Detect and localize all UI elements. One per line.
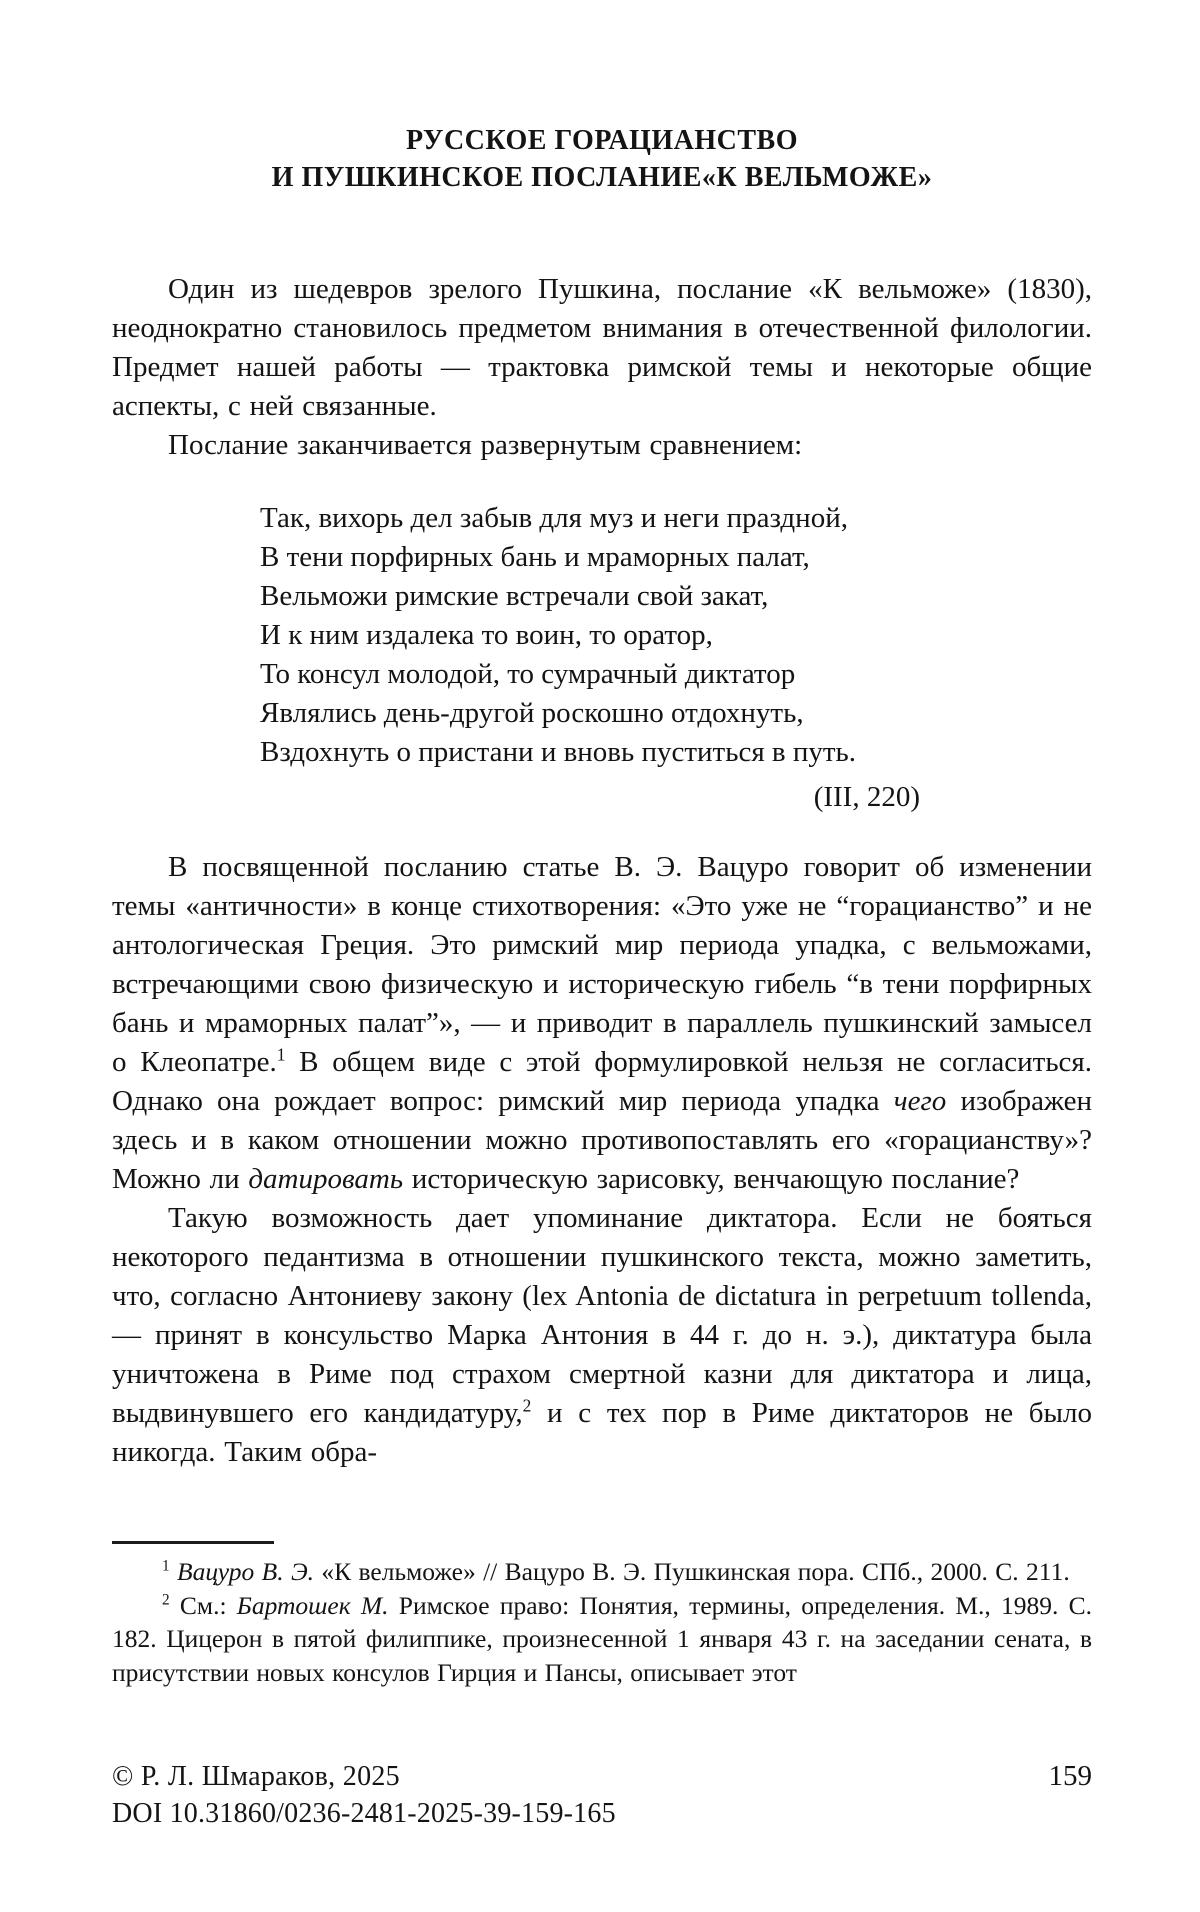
- page-number: 159: [1048, 1760, 1092, 1792]
- paragraph-intro: Один из шедевров зрелого Пушкина, послание «К вельможе» (1830), неоднократно становилось предметом внимания в отечественной филологии. Предмет нашей работы — трактовка римской темы и некоторые общие аспекты, с ней связанные.: [112, 273, 1092, 422]
- paragraph-text: В посвященной посланию статье В. Э. Вацуро говорит об изменении темы «античности» в конце стихотворения: «Это уже не “горацианство” и не антологическая Греция. Это римский мир периода упадка, с вельможами, встречающими свою физическую и историческую гибель “в тени порфирных бань и мраморных палат”», — и приводит в параллель пушкинский замысел о Клеопатре.: [112, 851, 1092, 1078]
- verse-line: Являлись день-другой роскошно отдохнуть,: [260, 697, 804, 729]
- verse-line: Вельможи римские встречали свой закат,: [260, 580, 769, 612]
- verse-line: И к ним издалека то воин, то оратор,: [260, 619, 713, 651]
- emphasized-word: датировать: [248, 1163, 404, 1195]
- footnote-author: Бартошек М.: [236, 1590, 389, 1620]
- paragraph-text: В общем виде с этой формулировкой нельзя не согласиться. Однако она рождает вопрос: римский мир периода упадка: [112, 1046, 1093, 1117]
- verse-line: Так, вихорь дел забыв для муз и неги праздной,: [260, 502, 848, 534]
- footnote-marker-2: 2: [162, 1591, 170, 1608]
- footnote-ref-1: 1: [276, 1044, 286, 1065]
- verse-line: То консул молодой, то сумрачный диктатор: [260, 658, 796, 690]
- footnote-author: Вацуро В. Э.: [177, 1557, 315, 1586]
- footnote-text: См.:: [179, 1590, 237, 1620]
- copyright-line: © Р. Л. Шмараков, 2025: [112, 1761, 400, 1792]
- text-column: [112, 0, 1092, 1472]
- footnote-2: [112, 1589, 1092, 1690]
- paragraph-text: изображен здесь и в каком отношении можно противопоставлять его «горацианству»? Можно ли: [112, 1085, 1092, 1195]
- footnote-1: [112, 1555, 1092, 1589]
- footer-row: [112, 1758, 1092, 1795]
- paragraph-dictator: [112, 1199, 1092, 1472]
- footnote-ref-2: 2: [522, 1395, 532, 1416]
- footnote-divider: [112, 1541, 274, 1544]
- footnotes-section: [112, 1541, 1092, 1689]
- page-footer: [112, 1758, 1092, 1832]
- paragraph-text: Такую возможность дает упоминание диктатора. Если не бояться некоторого педантизма в отношении пушкинского текста, можно заметить, что, согласно Антониеву закону (lex Antonia de dictatura in perpetuum tollenda, — принят в консульство Марка Антония в 44 г. до н. э.), диктатура была уничтожена в Риме под страхом смертной казни для диктатора и лица, выдвинувшего его кандидатуру,: [112, 1202, 1092, 1429]
- footnote-text: «К вельможе» // Вацуро В. Э. Пушкинская пора. СПб., 2000. С. 211.: [314, 1557, 1070, 1586]
- verse-block: [260, 499, 920, 817]
- verse-line: Вздохнуть о пристани и вновь пуститься в путь.: [260, 736, 857, 768]
- verse-line: В тени порфирных бань и мраморных палат,: [260, 541, 810, 573]
- article-title: [112, 122, 1092, 196]
- paragraph-vatsuro: [112, 848, 1092, 1199]
- paragraph-text: историческую зарисовку, венчающую послание?: [403, 1163, 1020, 1195]
- footnote-text: Римское право: Понятия, термины, определения. М., 1989. С. 182. Цицерон в пятой филиппике, произнесенной 1 января 43 г. на заседании сената, в присутствии новых консулов Гирция и Пансы, описывает этот: [112, 1590, 1093, 1687]
- paragraph-lead-in: Послание заканчивается развернутым сравнением:: [168, 429, 803, 461]
- paragraph-text: и с тех пор в Риме диктаторов не было никогда. Таким обра-: [112, 1397, 1092, 1468]
- title-line-1: РУССКОЕ ГОРАЦИАНСТВО: [405, 125, 798, 156]
- footnote-marker-1: 1: [162, 1557, 170, 1575]
- emphasized-word: чего: [893, 1085, 947, 1117]
- title-line-2: И ПУШКИНСКОЕ ПОСЛАНИЕ«К ВЕЛЬМОЖЕ»: [271, 162, 933, 193]
- verse-attribution: (III, 220): [813, 781, 920, 813]
- doi-line: DOI 10.31860/0236-2481-2025-39-159-165: [112, 1798, 616, 1829]
